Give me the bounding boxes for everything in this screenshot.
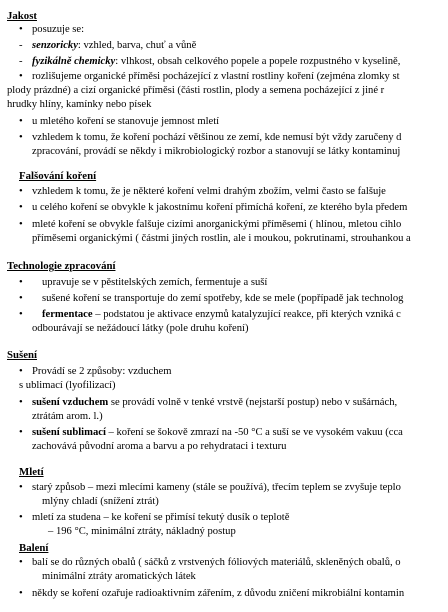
bullet-icon: •	[19, 24, 23, 35]
text-line: starý způsob – mezi mlecími kameny (stále se používá), třecím teplem se zvyšuje teplo	[32, 482, 401, 493]
heading-technologie: Technologie zpracování	[7, 260, 116, 272]
bullet-icon: •	[19, 482, 23, 493]
text-line: fyzikálně chemicky: vlhkost, obsah celkového popele a popele rozpustného v kyselině,	[32, 56, 401, 67]
text-line: zachovává původní aroma a barvu a po rehydrataci i texturu	[32, 441, 287, 452]
bullet-icon: •	[19, 186, 23, 197]
bullet-icon: •	[19, 512, 23, 523]
bullet-icon: •	[19, 427, 23, 438]
text-line: plody prázdné) a cizí organické příměsi (části rostlin, plody a semena pocházející z jiné r	[7, 85, 385, 96]
bullet-icon: •	[19, 366, 23, 377]
bullet-icon: •	[19, 116, 23, 127]
text-line: u celého koření se obvykle k jakostnímu koření přimíchá koření, ze kterého byla předem	[32, 202, 408, 213]
text-line: vzhledem k tomu, že je některé koření velmi drahým zbožím, velmi často se falšuje	[32, 186, 386, 197]
bullet-icon: •	[19, 293, 23, 304]
heading-suseni: Sušení	[7, 349, 38, 361]
text-line: fermentace – podstatou je aktivace enzymů katalyzující reakce, při kterých vzniká c	[42, 309, 401, 320]
bullet-icon: •	[19, 309, 23, 320]
text-line: někdy se koření ozařuje radioaktivním zářením, z důvodu zničení mikrobiální kontamin	[32, 588, 405, 599]
text-line: sušení sublimací – koření se šokově zmrazí na -50 °C a suší se ve vysokém vakuu (cca	[32, 427, 403, 438]
text-line: hrudky hlíny, kamínky nebo písek	[7, 99, 152, 110]
text-line: ztrátám arom. l.)	[32, 411, 103, 422]
text-line: minimální ztráty aromatických látek	[42, 571, 196, 582]
bullet-icon: •	[19, 588, 23, 599]
bullet-icon: •	[19, 277, 23, 288]
text-line: upravuje se v pěstitelských zemích, fermentuje a suší	[42, 277, 268, 288]
text-line: vzhledem k tomu, že koření pochází většinou ze zemí, kde nemusí být vždy zaručeny d	[32, 132, 402, 143]
text-line: senzoricky: vzhled, barva, chuť a vůně	[32, 40, 197, 51]
heading-jakost: Jakost	[7, 10, 37, 22]
bullet-icon: •	[19, 202, 23, 213]
heading-falsovani: Falšování koření	[19, 170, 97, 182]
text-line: Provádí se 2 způsoby: vzduchem	[32, 366, 172, 377]
bullet-icon: •	[19, 219, 23, 230]
heading-mleti: Mletí	[19, 466, 44, 478]
bullet-icon: •	[19, 132, 23, 143]
text-line: rozlišujeme organické příměsi pocházející z vlastní rostliny koření (zejména zlomky st	[32, 71, 400, 82]
text-line: – 196 °C, minimální ztráty, nákladný postup	[48, 526, 236, 537]
text-line: mleté koření se obvykle falšuje cizími anorganickými příměsemi ( hlínou, mletou cihlo	[32, 219, 402, 230]
text-line: u mletého koření se stanovuje jemnost mletí	[32, 116, 220, 127]
text-line: sušené koření se transportuje do zemí spotřeby, kde se mele (popřípadě jak technolog	[42, 293, 404, 304]
text-line: posuzuje se:	[32, 24, 85, 35]
text-line: zpracování, provádí se někdy i mikrobiologický rozbor a stanovují se látky kontaminuj	[32, 146, 401, 157]
text-line: s ublimací (lyofilizací)	[19, 380, 116, 391]
bullet-icon: •	[19, 397, 23, 408]
text-line: balí se do různých obalů ( sáčků z vrstvených fóliových materiálů, skleněných obalů, o	[32, 557, 401, 568]
text-line: odbourávají se nežádoucí látky (pole druhu koření)	[32, 323, 249, 334]
bullet-icon: •	[19, 71, 23, 82]
heading-baleni: Balení	[19, 542, 49, 554]
text-line: mletí za studena – ke koření se přimísí tekutý dusík o teplotě	[32, 512, 290, 523]
bullet-icon: •	[19, 557, 23, 568]
text-line: sušení vzduchem se provádí volně v tenké vrstvě (nejstarší postup) nebo v sušárnách,	[32, 397, 398, 408]
dash-icon: -	[19, 40, 23, 51]
dash-icon: -	[19, 56, 23, 67]
text-line: mlýny chladí (snížení ztrát)	[42, 496, 159, 507]
text-line: příměsemi organickými ( částmi jiných rostlin, ale i moukou, pokrutinami, strouhankou a	[32, 233, 411, 244]
